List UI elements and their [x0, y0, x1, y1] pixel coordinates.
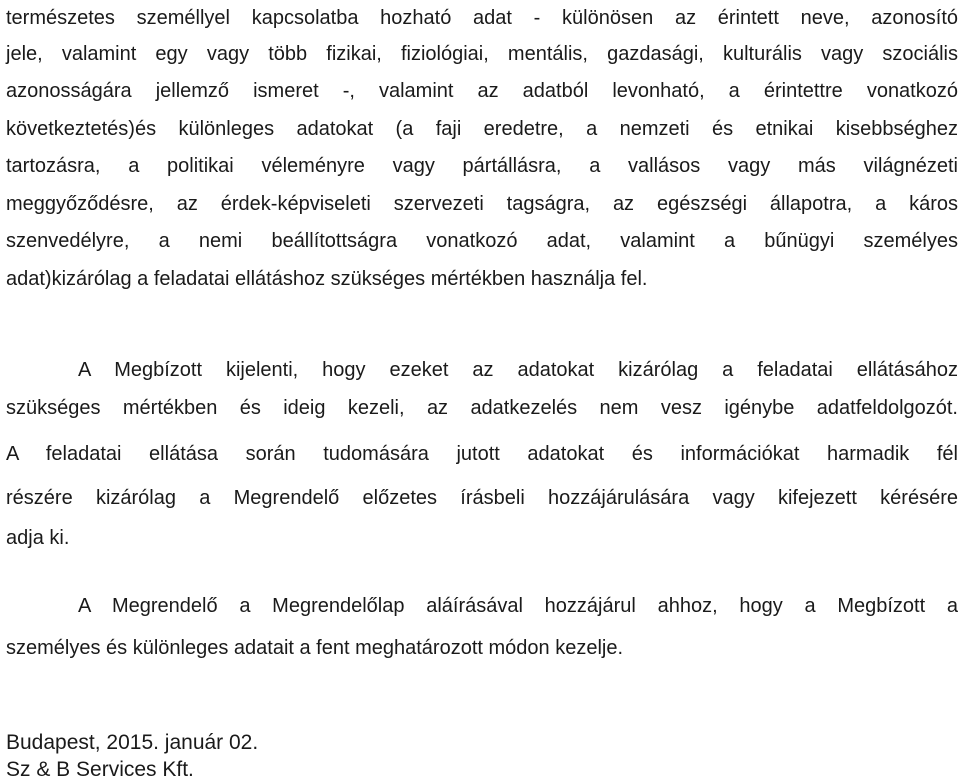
paragraph-line: személyes és különleges adatait a fent meghatározott módon kezelje. [6, 637, 624, 659]
paragraph-line: szenvedélyre, a nemi beállítottságra vonatkozó adat, valamint a bűnügyi személyes [6, 230, 958, 252]
paragraph-line: adat)kizárólag a feladatai ellátáshoz szükséges mértékben használja fel. [6, 268, 648, 290]
paragraph-line: tartozásra, a politikai véleményre vagy pártállásra, a vallásos vagy más világnézeti [6, 155, 958, 177]
paragraph-line: szükséges mértékben és ideig kezeli, az adatkezelés nem vesz igénybe adatfeldolgozót. [6, 397, 958, 419]
paragraph-line: A Megrendelő a Megrendelőlap aláírásával hozzájárul ahhoz, hogy a Megbízott a [78, 595, 958, 617]
paragraph-line: azonosságára jellemző ismeret -, valamint az adatból levonható, a érintettre vonatkozó [6, 80, 958, 102]
paragraph-line: adja ki. [6, 527, 70, 549]
paragraph-line: következtetés)és különleges adatokat (a faji eredetre, a nemzeti és etnikai kisebbséghez [6, 118, 958, 140]
paragraph-line: meggyőződésre, az érdek-képviseleti szervezeti tagságra, az egészségi állapotra, a káros [6, 193, 958, 215]
place-date: Budapest, 2015. január 02. [6, 731, 259, 754]
paragraph-line: A Megbízott kijelenti, hogy ezeket az adatokat kizárólag a feladatai ellátásához [78, 359, 958, 381]
paragraph-line: A feladatai ellátása során tudomására jutott adatokat és információkat harmadik fél [6, 443, 958, 465]
paragraph-line: részére kizárólag a Megrendelő előzetes írásbeli hozzájárulására vagy kifejezett kérésére [6, 487, 958, 509]
paragraph-line: jele, valamint egy vagy több fizikai, fiziológiai, mentális, gazdasági, kulturális vagy szociális [6, 43, 958, 65]
company-name: Sz & B Services Kft. [6, 758, 194, 781]
paragraph-line: természetes személlyel kapcsolatba hozható adat - különösen az érintett neve, azonosító [6, 7, 958, 29]
